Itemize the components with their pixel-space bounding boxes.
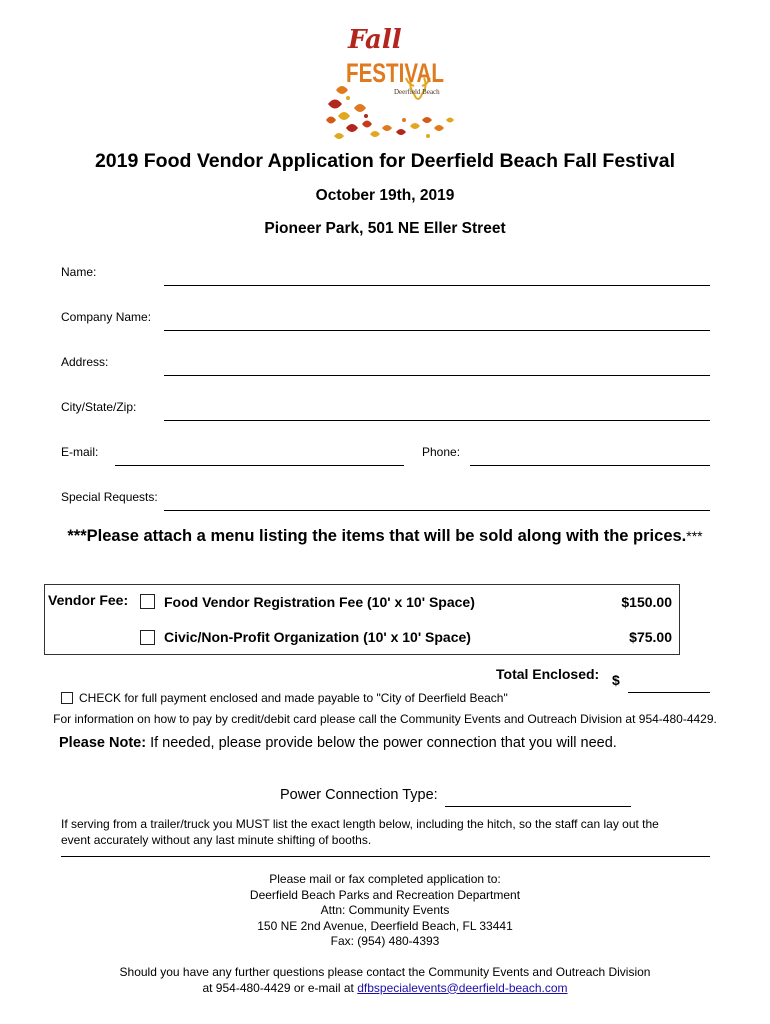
fall-festival-logo	[318, 20, 460, 148]
event-location: Pioneer Park, 501 NE Eller Street	[264, 220, 506, 237]
mail-line: Fax: (954) 480-4393	[330, 934, 440, 948]
email-field[interactable]	[115, 465, 404, 466]
power-type-field[interactable]	[445, 806, 631, 807]
company-field[interactable]	[164, 330, 710, 331]
trailer-line: If serving from a trailer/truck you MUST list the exact length below, including the hitch, so the staff can lay out the	[61, 817, 659, 831]
email-link[interactable]: dfbspecialevents@deerfield-beach.com	[357, 980, 568, 995]
trailer-instructions	[61, 817, 659, 848]
phone-field[interactable]	[470, 465, 710, 466]
phone-label: Phone:	[422, 445, 461, 459]
check-payment-checkbox[interactable]	[61, 692, 73, 704]
name-label: Name:	[61, 265, 97, 279]
contact-line2	[0, 981, 770, 997]
trailer-length-field[interactable]	[61, 856, 710, 857]
leaf-wreath-icon	[318, 20, 460, 148]
special-requests-field[interactable]	[164, 510, 710, 511]
power-type-label: Power Connection Type:	[280, 787, 438, 803]
food-vendor-checkbox[interactable]	[140, 594, 155, 609]
menu-note-main: ***Please attach a menu listing the items that will be sold along with the prices.	[67, 527, 687, 545]
fee-item-price: $150.00	[621, 594, 672, 610]
svg-text:Deerfield Beach: Deerfield Beach	[394, 88, 440, 96]
event-date: October 19th, 2019	[315, 187, 455, 204]
page-title: 2019 Food Vendor Application for Deerfield Beach Fall Festival	[94, 150, 676, 172]
mail-instructions	[0, 872, 770, 950]
menu-note	[0, 527, 770, 546]
check-payment-label: CHECK for full payment enclosed and made payable to "City of Deerfield Beach"	[79, 691, 508, 705]
power-note-bold: Please Note:	[59, 735, 147, 751]
menu-note-tail: ***	[686, 528, 703, 544]
email-label: E-mail:	[61, 445, 99, 459]
mail-line: Attn: Community Events	[320, 903, 450, 917]
currency-symbol: $	[612, 672, 620, 688]
total-enclosed-label: Total Enclosed:	[496, 666, 600, 682]
power-note-text: If needed, please provide below the power connection that you will need.	[146, 735, 617, 751]
contact-info	[0, 965, 770, 996]
special-requests-label: Special Requests:	[61, 490, 158, 504]
vendor-fee-label: Vendor Fee:	[48, 592, 129, 608]
trailer-line: event accurately without any last minute shifting of booths.	[61, 832, 372, 847]
svg-text:FESTIVAL: FESTIVAL	[346, 58, 444, 88]
company-label: Company Name:	[61, 310, 152, 324]
address-field[interactable]	[164, 375, 710, 376]
total-enclosed-field[interactable]	[628, 692, 710, 693]
fee-item-label: Civic/Non-Profit Organization (10' x 10' Space)	[164, 629, 471, 645]
mail-line: Deerfield Beach Parks and Recreation Department	[249, 887, 521, 902]
civic-nonprofit-checkbox[interactable]	[140, 630, 155, 645]
contact-line: Should you have any further questions please contact the Community Events and Outreach Division	[119, 965, 651, 979]
address-label: Address:	[61, 355, 109, 369]
card-payment-info: For information on how to pay by credit/debit card please call the Community Events and Outreach Division at 954-480-4429.	[53, 712, 717, 726]
contact-prefix: at 954-480-4429 or e-mail at	[202, 980, 358, 995]
city-label: City/State/Zip:	[61, 400, 137, 414]
mail-line: 150 NE 2nd Avenue, Deerfield Beach, FL 33441	[257, 918, 513, 933]
svg-text:Fall: Fall	[348, 25, 402, 55]
power-note	[59, 735, 617, 751]
name-field[interactable]	[164, 285, 710, 286]
fee-item-label: Food Vendor Registration Fee (10' x 10' Space)	[164, 594, 475, 610]
city-field[interactable]	[164, 420, 710, 421]
fee-item-price: $75.00	[629, 629, 672, 645]
mail-line: Please mail or fax completed application to:	[269, 872, 501, 886]
